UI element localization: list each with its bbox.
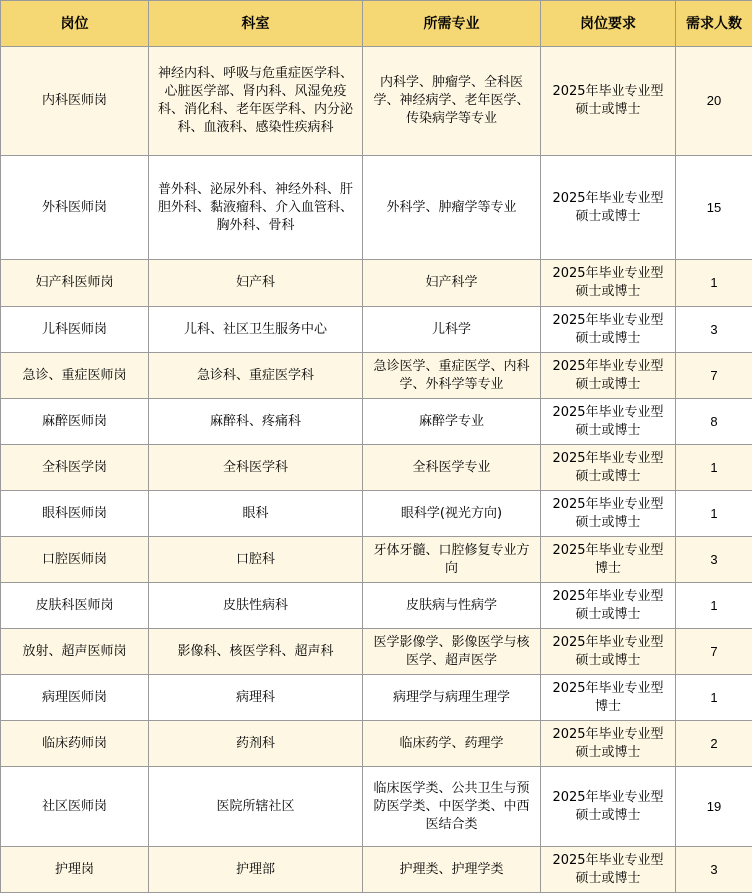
cell-major: 麻醉学专业 xyxy=(363,399,541,445)
cell-count: 2 xyxy=(676,721,752,767)
cell-requirement: 2025年毕业专业型博士 xyxy=(541,675,676,721)
cell-count: 1 xyxy=(676,675,752,721)
table-row xyxy=(1,307,752,353)
cell-count: 3 xyxy=(676,537,752,583)
cell-position: 妇产科医师岗 xyxy=(1,260,149,307)
header-row xyxy=(1,1,752,47)
cell-requirement: 2025年毕业专业型硕士或博士 xyxy=(541,399,676,445)
cell-count: 1 xyxy=(676,445,752,491)
cell-position: 临床药师岗 xyxy=(1,721,149,767)
table-row xyxy=(1,767,752,847)
cell-position: 皮肤科医师岗 xyxy=(1,583,149,629)
cell-major: 儿科学 xyxy=(363,307,541,353)
cell-department: 眼科 xyxy=(149,491,363,537)
cell-position: 全科医学岗 xyxy=(1,445,149,491)
table-row xyxy=(1,47,752,156)
cell-department: 医院所辖社区 xyxy=(149,767,363,847)
header-requirement: 岗位要求 xyxy=(541,1,676,47)
cell-count: 1 xyxy=(676,260,752,307)
header-department: 科室 xyxy=(149,1,363,47)
cell-count: 19 xyxy=(676,767,752,847)
table-row xyxy=(1,721,752,767)
cell-requirement: 2025年毕业专业型硕士或博士 xyxy=(541,307,676,353)
cell-requirement: 2025年毕业专业型硕士或博士 xyxy=(541,156,676,260)
cell-position: 口腔医师岗 xyxy=(1,537,149,583)
cell-count: 15 xyxy=(676,156,752,260)
table-row xyxy=(1,537,752,583)
header-count: 需求人数 xyxy=(676,1,752,47)
cell-position: 眼科医师岗 xyxy=(1,491,149,537)
table-row xyxy=(1,491,752,537)
table-row xyxy=(1,260,752,307)
cell-count: 20 xyxy=(676,47,752,156)
cell-requirement: 2025年毕业专业型硕士或博士 xyxy=(541,847,676,893)
cell-major: 妇产科学 xyxy=(363,260,541,307)
cell-position: 儿科医师岗 xyxy=(1,307,149,353)
cell-count: 8 xyxy=(676,399,752,445)
cell-position: 急诊、重症医师岗 xyxy=(1,353,149,399)
cell-department: 药剂科 xyxy=(149,721,363,767)
table-row xyxy=(1,629,752,675)
table-row xyxy=(1,353,752,399)
cell-department: 影像科、核医学科、超声科 xyxy=(149,629,363,675)
cell-department: 护理部 xyxy=(149,847,363,893)
cell-requirement: 2025年毕业专业型硕士或博士 xyxy=(541,47,676,156)
table-row xyxy=(1,583,752,629)
cell-major: 医学影像学、影像医学与核医学、超声医学 xyxy=(363,629,541,675)
cell-requirement: 2025年毕业专业型硕士或博士 xyxy=(541,260,676,307)
cell-major: 外科学、肿瘤学等专业 xyxy=(363,156,541,260)
cell-major: 全科医学专业 xyxy=(363,445,541,491)
cell-major: 内科学、肿瘤学、全科医学、神经病学、老年医学、传染病学等专业 xyxy=(363,47,541,156)
cell-requirement: 2025年毕业专业型硕士或博士 xyxy=(541,767,676,847)
cell-count: 7 xyxy=(676,353,752,399)
cell-requirement: 2025年毕业专业型硕士或博士 xyxy=(541,353,676,399)
cell-major: 皮肤病与性病学 xyxy=(363,583,541,629)
cell-major: 护理类、护理学类 xyxy=(363,847,541,893)
table-row xyxy=(1,445,752,491)
cell-requirement: 2025年毕业专业型硕士或博士 xyxy=(541,491,676,537)
cell-major: 急诊医学、重症医学、内科学、外科学等专业 xyxy=(363,353,541,399)
cell-major: 病理学与病理生理学 xyxy=(363,675,541,721)
table-row xyxy=(1,847,752,893)
cell-position: 麻醉医师岗 xyxy=(1,399,149,445)
cell-department: 病理科 xyxy=(149,675,363,721)
cell-department: 全科医学科 xyxy=(149,445,363,491)
cell-count: 1 xyxy=(676,491,752,537)
table-row xyxy=(1,675,752,721)
cell-count: 7 xyxy=(676,629,752,675)
table-row xyxy=(1,399,752,445)
cell-department: 麻醉科、疼痛科 xyxy=(149,399,363,445)
cell-department: 神经内科、呼吸与危重症医学科、心脏医学部、肾内科、风湿免疫科、消化科、老年医学科、内分泌科、血液科、感染性疾病科 xyxy=(149,47,363,156)
cell-count: 3 xyxy=(676,307,752,353)
cell-department: 口腔科 xyxy=(149,537,363,583)
cell-major: 临床药学、药理学 xyxy=(363,721,541,767)
cell-major: 临床医学类、公共卫生与预防医学类、中医学类、中西医结合类 xyxy=(363,767,541,847)
cell-department: 皮肤性病科 xyxy=(149,583,363,629)
cell-position: 内科医师岗 xyxy=(1,47,149,156)
cell-major: 牙体牙髓、口腔修复专业方向 xyxy=(363,537,541,583)
cell-major: 眼科学(视光方向) xyxy=(363,491,541,537)
header-position: 岗位 xyxy=(1,1,149,47)
cell-count: 3 xyxy=(676,847,752,893)
cell-position: 放射、超声医师岗 xyxy=(1,629,149,675)
cell-count: 1 xyxy=(676,583,752,629)
cell-position: 社区医师岗 xyxy=(1,767,149,847)
cell-requirement: 2025年毕业专业型硕士或博士 xyxy=(541,721,676,767)
cell-requirement: 2025年毕业专业型硕士或博士 xyxy=(541,629,676,675)
cell-department: 急诊科、重症医学科 xyxy=(149,353,363,399)
cell-department: 儿科、社区卫生服务中心 xyxy=(149,307,363,353)
cell-position: 护理岗 xyxy=(1,847,149,893)
cell-requirement: 2025年毕业专业型硕士或博士 xyxy=(541,445,676,491)
cell-position: 外科医师岗 xyxy=(1,156,149,260)
cell-requirement: 2025年毕业专业型硕士或博士 xyxy=(541,583,676,629)
table-row xyxy=(1,156,752,260)
cell-position: 病理医师岗 xyxy=(1,675,149,721)
cell-department: 普外科、泌尿外科、神经外科、肝胆外科、黏液瘤科、介入血管科、胸外科、骨科 xyxy=(149,156,363,260)
cell-department: 妇产科 xyxy=(149,260,363,307)
cell-requirement: 2025年毕业专业型博士 xyxy=(541,537,676,583)
header-major: 所需专业 xyxy=(363,1,541,47)
